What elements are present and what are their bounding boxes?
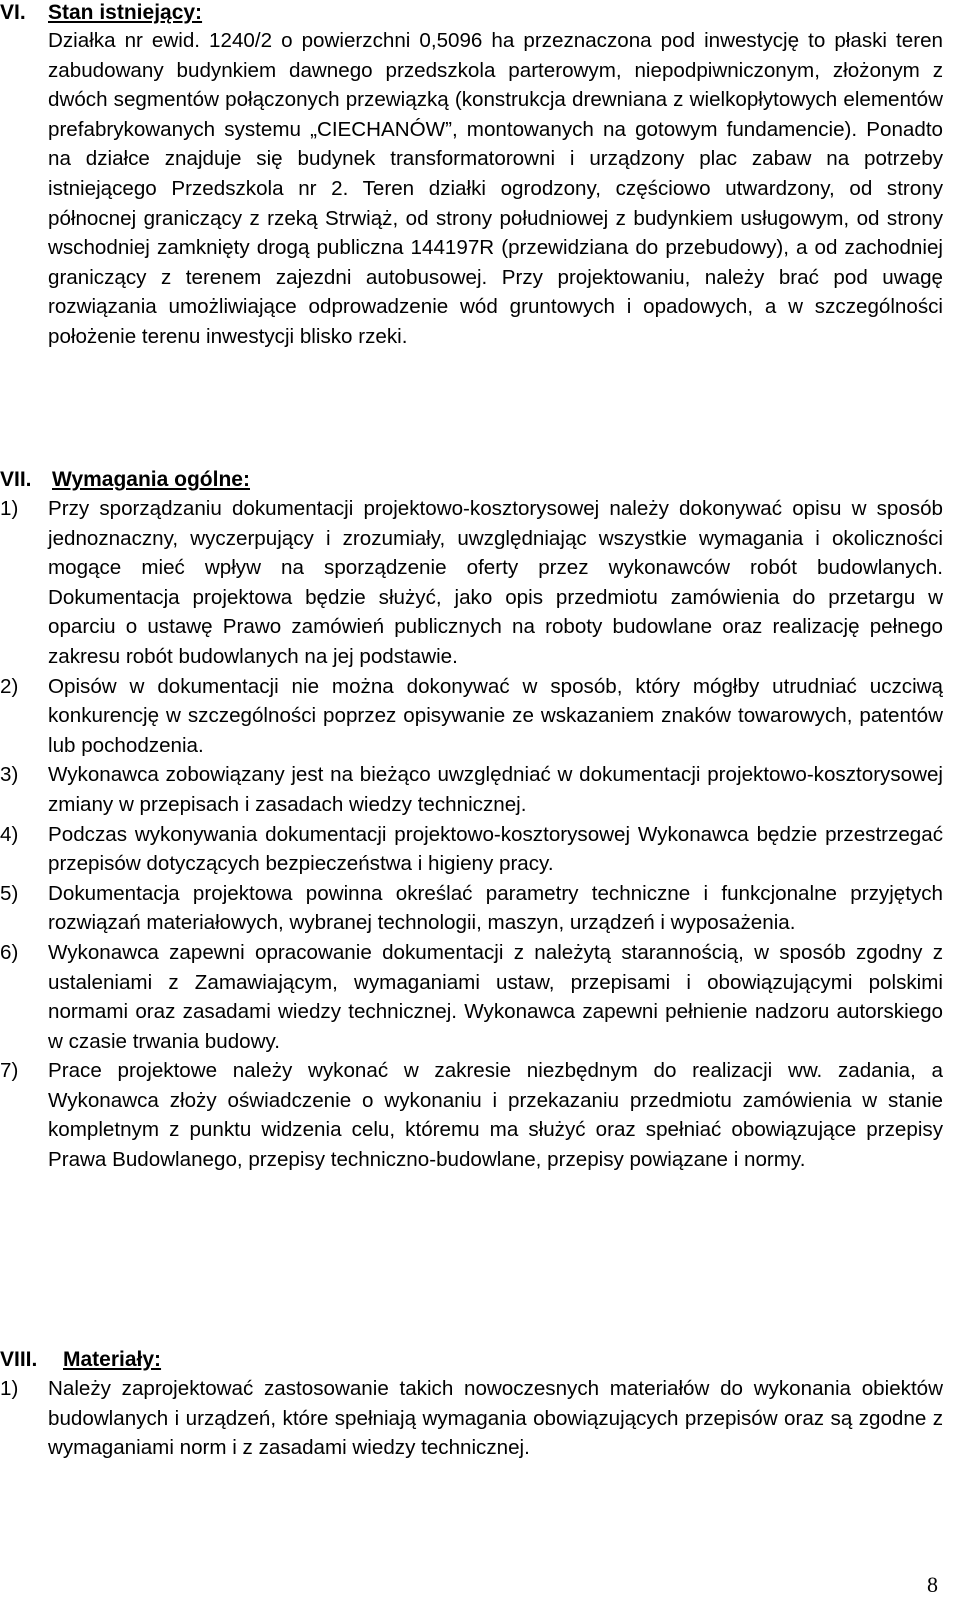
list-item-marker: 1): [0, 1377, 19, 1400]
list-item: [0, 760, 960, 819]
list-item-text: Opisów w dokumentacji nie można dokonywać w sposób, który mógłby utrudniać uczciwą konkurencję w szczególności poprzez opisywanie ze wskazaniem znaków towarowych, patentów lub pochodzenia.: [48, 674, 943, 757]
section-number: VI.: [0, 1, 26, 24]
list-item-marker: 5): [0, 881, 19, 905]
list-item: [0, 938, 960, 1056]
list-item-text: Wykonawca zapewni opracowanie dokumentacji z należytą starannością, w sposób zgodny z ustaleniami z Zamawiającym, wymaganiami ustaw, przepisami i obowiązującymi polskimi normami oraz zasadami wiedzy technicznej. Wykonawca zapewni pełnienie nadzoru autorskiego w czasie trwania budowy.: [48, 940, 943, 1053]
list-item-marker: 4): [0, 822, 19, 846]
list-item-text: Prace projektowe należy wykonać w zakresie niezbędnym do realizacji ww. zadania, a Wykonawca złoży oświadczenie o wykonaniu i przekazaniu przedmiotu zamówienia w stanie kompletnym z punktu widzenia celu, któremu ma służyć oraz spełniać obowiązujące przepisy Prawa Budowlanego, przepisy techniczno-budowlane, przepisy powiązane i normy.: [48, 1059, 943, 1172]
list-item: [0, 879, 960, 938]
list-item-marker: 3): [0, 763, 19, 787]
list-item: [0, 494, 960, 672]
list-item: [0, 672, 960, 761]
page-number: 8: [927, 1572, 938, 1597]
section-number: VII.: [0, 468, 32, 491]
requirements-list: [0, 494, 960, 1175]
section-title: Materiały:: [63, 1348, 162, 1371]
list-item-marker: 1): [0, 497, 19, 520]
list-item-text: Dokumentacja projektowa powinna określać parametry techniczne i funkcjonalne przyjętych rozwiązań materiałowych, wybranej technologii, maszyn, urządzeń i wyposażenia.: [48, 881, 943, 935]
list-item-text: Przy sporządzaniu dokumentacji projektowo-kosztorysowej należy dokonywać opisu w sposób jednoznaczny, wyczerpujący i zrozumiały, uwzględniając wszystkie wymagania i okoliczności mogące mieć wpływ na sporządzenie oferty przez wykonawców robót budowlanych. Dokumentacja projektowa będzie służyć, jako opis przedmiotu zamówienia do przetargu w oparciu o ustawę Prawo zamówień publicznych na roboty budowlane oraz realizację pełnego zakresu robót budowlanych na jej podstawie.: [48, 497, 943, 668]
section-heading: [0, 466, 250, 494]
list-item-marker: 7): [0, 1059, 19, 1083]
list-item-text: Podczas wykonywania dokumentacji projektowo-kosztorysowej Wykonawca będzie przestrzegać przepisów dotyczących bezpieczeństwa i higieny pracy.: [48, 822, 943, 876]
list-item: [0, 820, 960, 879]
section-heading: [0, 1346, 161, 1374]
list-item: [0, 1056, 960, 1174]
section-title: Wymagania ogólne:: [52, 468, 250, 491]
list-item-text: Wykonawca zobowiązany jest na bieżąco uwzględniać w dokumentacji projektowo-kosztorysowej zmiany w przepisach i zasadach wiedzy technicznej.: [48, 763, 943, 816]
section-number: VIII.: [0, 1348, 38, 1371]
section-title: Stan istniejący:: [48, 1, 203, 24]
list-item: [0, 1374, 960, 1463]
list-item-text: Należy zaprojektować zastosowanie takich nowoczesnych materiałów do wykonania obiektów budowlanych i urządzeń, które spełniają wymagania obowiązujących przepisów oraz są zgodne z wymaganiami norm i z zasadami wiedzy technicznej.: [48, 1377, 943, 1460]
list-item-marker: 6): [0, 940, 19, 964]
section-heading: [0, 0, 202, 27]
section-paragraph: Działka nr ewid. 1240/2 o powierzchni 0,5096 ha przeznaczona pod inwestycję to płaski teren zabudowany budynkiem dawnego przedszkola parterowym, niepodpiwniczonym, złożonym z dwóch segmentów połączonych przewiązką (konstrukcja drewniana z wielkopłytowych elementów prefabrykowanych systemu „CIECHANÓW”, montowanych na gotowym fundamencie). Ponadto na działce znajduje się budynek transformatorowni i urządzony plac zabaw na potrzeby istniejącego Przedszkola nr 2. Teren działki ogrodzony, częściowo utwardzony, od strony północnej graniczący z rzeką Strwiąż, od strony południowej z budynkiem usługowym, od strony wschodniej zamknięty drogą publiczna 144197R (przewidziana do przebudowy), a od zachodniej graniczący z terenem zajezdni autobusowej. Przy projektowaniu, należy brać pod uwagę rozwiązania umożliwiające odprowadzenie wód gruntowych i opadowych, a w szczególności położenie terenu inwestycji blisko rzeki.: [48, 29, 943, 348]
list-item-marker: 2): [0, 674, 19, 698]
materials-list: [0, 1374, 960, 1463]
